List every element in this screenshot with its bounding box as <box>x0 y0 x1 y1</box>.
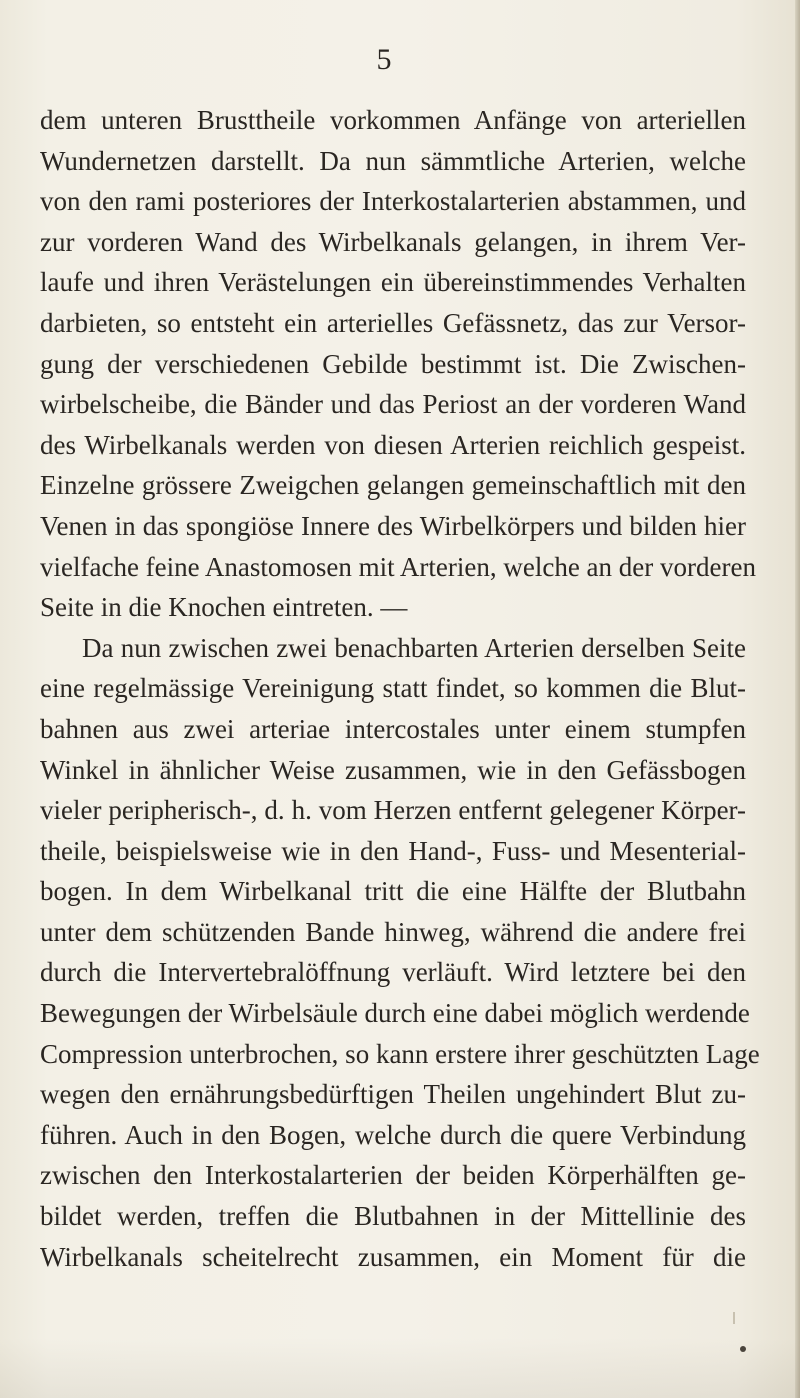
text-line: unter dem schützenden Bande hinweg, während die andere frei <box>40 916 746 947</box>
page-shadow <box>0 1338 800 1398</box>
paragraph-start-line: Da nun zwischen zwei benachbarten Arterien derselben Seite <box>82 632 746 663</box>
text-line: bogen. In dem Wirbelkanal tritt die eine Hälfte der Blutbahn <box>40 876 746 907</box>
text-line: Winkel in ähnlicher Weise zusammen, wie in den Gefässbogen <box>40 754 746 785</box>
text-line: eine regelmässige Vereinigung statt findet, so kommen die Blut- <box>40 673 746 704</box>
text-line: Wundernetzen darstellt. Da nun sämmtliche Arterien, welche <box>40 145 746 176</box>
text-line: wegen den ernährungsbedürftigen Theilen ungehindert Blut zu- <box>40 1079 746 1110</box>
text-line: von den rami posteriores der Interkostalarterien abstammen, und <box>40 186 746 217</box>
text-line: vielfache feine Anastomosen mit Arterien, welche an der vorderen <box>40 551 756 582</box>
text-line: Compression unterbrochen, so kann erstere ihrer geschützten Lage <box>40 1038 760 1069</box>
text-line: bildet werden, treffen die Blutbahnen in der Mittellinie des <box>40 1201 746 1232</box>
page-edge <box>795 0 800 1398</box>
text-line: Wirbelkanals scheitelrecht zusammen, ein Moment für die <box>40 1241 746 1272</box>
text-line: gung der verschiedenen Gebilde bestimmt ist. Die Zwischen- <box>40 348 746 379</box>
paper-mark <box>733 1312 735 1324</box>
text-line: vieler peripherisch-, d. h. vom Herzen entfernt gelegener Körper- <box>40 795 746 826</box>
text-line: theile, beispielsweise wie in den Hand-, Fuss- und Mesenterial- <box>40 835 746 866</box>
text-line: führen. Auch in den Bogen, welche durch die quere Verbindung <box>40 1119 746 1150</box>
text-line: des Wirbelkanals werden von diesen Arterien reichlich gespeist. <box>40 429 746 460</box>
body-text <box>40 100 760 1277</box>
text-line: zur vorderen Wand des Wirbelkanals gelangen, in ihrem Ver- <box>40 226 746 257</box>
text-line: Einzelne grössere Zweigchen gelangen gemeinschaftlich mit den <box>40 470 746 501</box>
text-line: wirbelscheibe, die Bänder und das Periost an der vorderen Wand <box>40 389 746 420</box>
page-number: 5 <box>376 43 392 76</box>
ink-speck <box>740 1346 746 1352</box>
text-line: laufe und ihren Verästelungen ein übereinstimmendes Verhalten <box>40 267 746 298</box>
text-line: Bewegungen der Wirbelsäule durch eine dabei möglich werdende <box>40 998 750 1029</box>
paragraph-end-line: Seite in die Knochen eintreten. — <box>40 592 408 623</box>
text-line: darbieten, so entsteht ein arterielles Gefässnetz, das zur Versor- <box>40 307 746 338</box>
text-line: bahnen aus zwei arteriae intercostales unter einem stumpfen <box>40 713 746 744</box>
text-line: durch die Intervertebralöffnung verläuft. Wird letztere bei den <box>40 957 746 988</box>
text-line: dem unteren Brusttheile vorkommen Anfänge von arteriellen <box>40 105 746 135</box>
text-line: zwischen den Interkostalarterien der beiden Körperhälften ge- <box>40 1160 746 1191</box>
text-line: Venen in das spongiöse Innere des Wirbelkörpers und bilden hier <box>40 510 746 541</box>
